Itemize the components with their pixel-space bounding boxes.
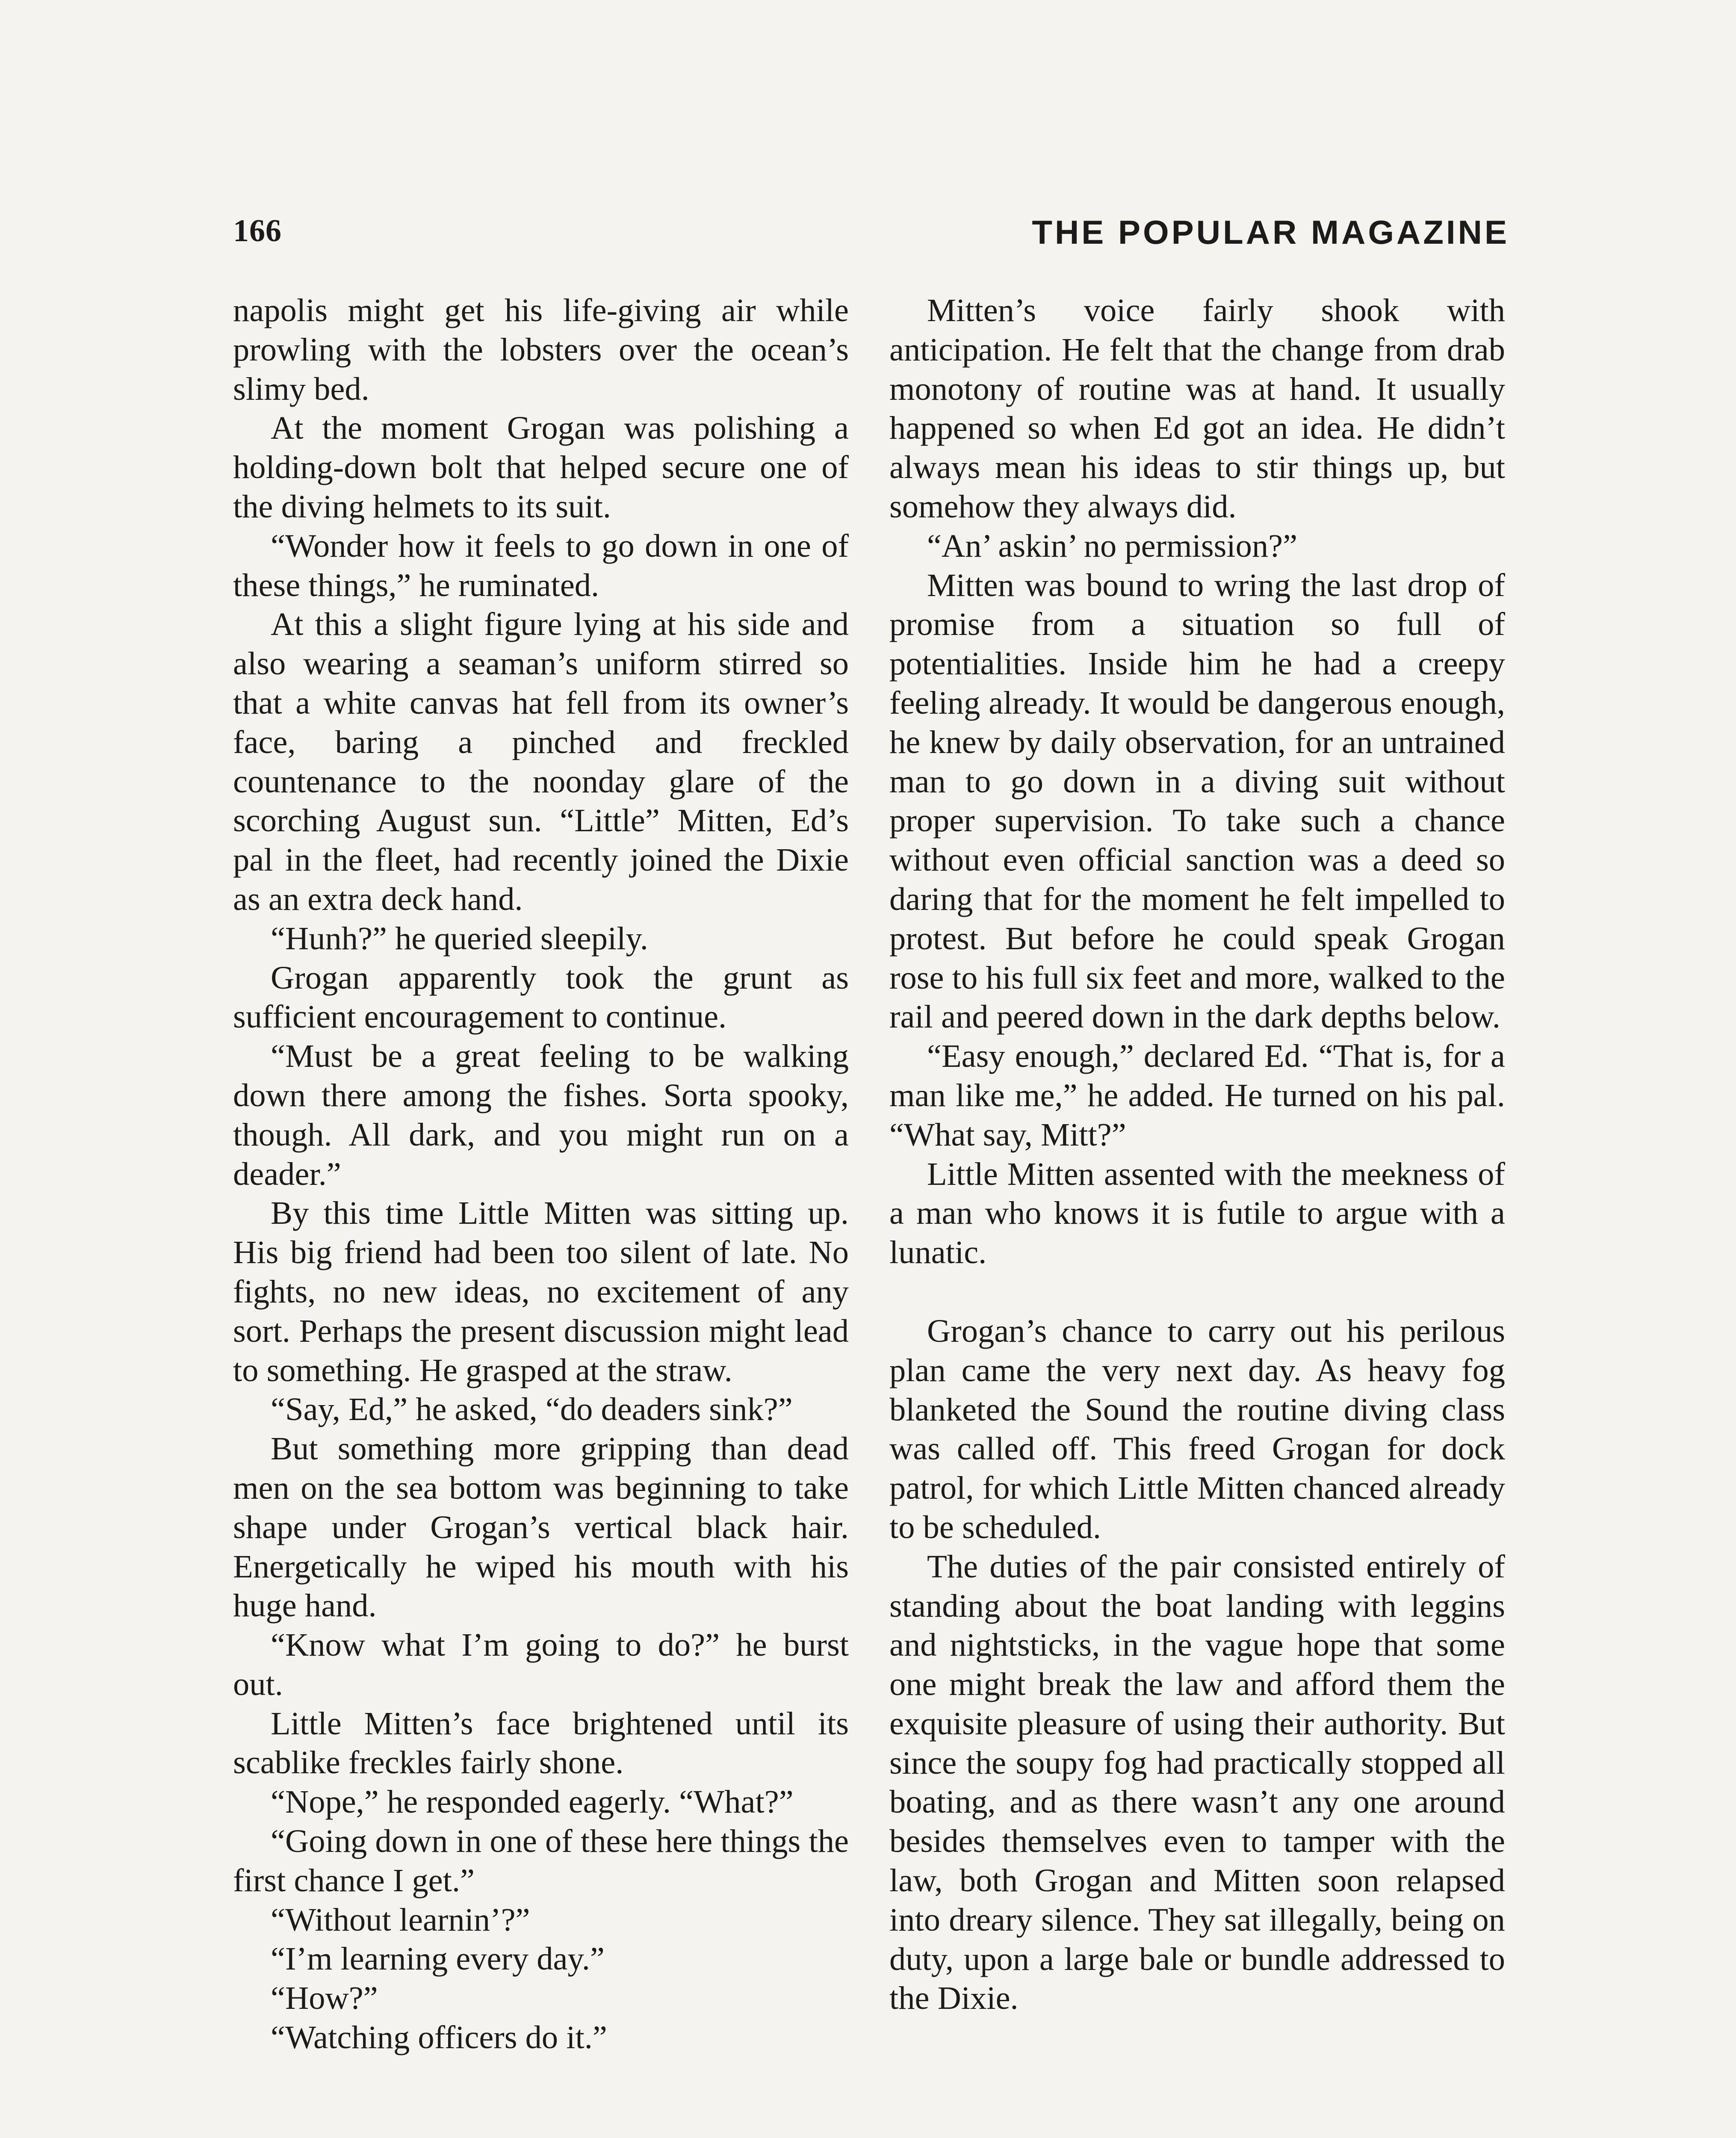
paragraph: Mitten was bound to wring the last drop of promise from a situation so full of potentialities. Inside him he had a creepy feeling already. It would be dangerous enough, he knew by daily observation, for an untrained man to go down in a diving suit without proper supervision. To take such a chance without even official sanction was a deed so daring that for the moment he felt impelled to protest. But before he could speak Grogan rose to his full six feet and more, walked to the rail and peered down in the dark depths below. <box>889 567 1505 1035</box>
page-header <box>233 213 1509 260</box>
paragraph: At the moment Grogan was polishing a holding-down bolt that helped secure one of the diving helmets to its suit. <box>233 410 849 525</box>
paragraph: napolis might get his life-giving air while prowling with the lobsters over the ocean’s slimy bed. <box>233 292 849 407</box>
paragraph: “Easy enough,” declared Ed. “That is, for a man like me,” he added. He turned on his pal. “What say, Mitt?” <box>889 1038 1505 1153</box>
paragraph: “Going down in one of these here things the first chance I get.” <box>233 1823 849 1899</box>
paragraph: Grogan’s chance to carry out his perilous plan came the very next day. As heavy fog blanketed the Sound the routine diving class was called off. This freed Grogan for dock patrol, for which Little Mitten chanced already to be scheduled. <box>889 1312 1505 1545</box>
paragraph: “Must be a great feeling to be walking down there among the fishes. Sorta spooky, though. All dark, and you might run on a deader.” <box>233 1038 849 1192</box>
paragraph: But something more gripping than dead men on the sea bottom was beginning to take shape under Grogan’s vertical black hair. Energetically he wiped his mouth with his huge hand. <box>233 1430 849 1624</box>
paragraph: “Wonder how it feels to go down in one of these things,” he ruminated. <box>233 527 849 603</box>
left-column <box>233 291 849 2057</box>
paragraph: Mitten’s voice fairly shook with anticipation. He felt that the change from drab monotony of routine was at hand. It usually happened so when Ed got an idea. He didn’t always mean his ideas to stir things up, but somehow they always did. <box>889 292 1505 525</box>
paragraph: At this a slight figure lying at his side and also wearing a seaman’s uniform stirred so that a white canvas hat fell from its owner’s face, baring a pinched and freckled countenance to the noonday glare of the scorching August sun. “Little” Mitten, Ed’s pal in the fleet, had recently joined the Dixie as an extra deck hand. <box>233 606 849 917</box>
paragraph: Little Mitten assented with the meekness of a man who knows it is futile to argue with a lunatic. <box>889 1155 1505 1271</box>
paragraph: Little Mitten’s face brightened until its scablike freckles fairly shone. <box>233 1705 849 1781</box>
paragraph: “Watching officers do it.” <box>271 2019 607 2056</box>
paragraph: “Know what I’m going to do?” he burst out. <box>233 1627 849 1702</box>
section-break <box>889 1272 1505 1311</box>
magazine-title: THE POPULAR MAGAZINE <box>1032 213 1509 251</box>
paragraph: “Nope,” he responded eagerly. “What?” <box>271 1784 794 1820</box>
paragraph: “Say, Ed,” he asked, “do deaders sink?” <box>271 1391 793 1428</box>
paragraph: “How?” <box>271 1980 378 2017</box>
paragraph: By this time Little Mitten was sitting up. His big friend had been too silent of late. No fights, no new ideas, no excitement of any sort. Perhaps the present discussion might lead to something. He grasped at the straw. <box>233 1195 849 1388</box>
right-column <box>889 291 1505 2018</box>
page-number: 166 <box>233 213 282 248</box>
paragraph: Grogan apparently took the grunt as sufficient encouragement to continue. <box>233 959 849 1035</box>
paragraph: “Hunh?” he queried sleepily. <box>271 920 648 957</box>
paragraph: The duties of the pair consisted entirely of standing about the boat landing with leggins and nightsticks, in the vague hope that some one might break the law and afford them the exquisite pleasure of using their authority. But since the soupy fog had practically stopped all boating, and as there wasn’t any one around besides themselves even to tamper with the law, both Grogan and Mitten soon relapsed into dreary silence. They sat illegally, being on duty, upon a large bale or bundle addressed to the Dixie. <box>889 1548 1505 2017</box>
paragraph: “I’m learning every day.” <box>271 1940 605 1977</box>
paragraph: “An’ askin’ no permission?” <box>927 527 1298 564</box>
paragraph: “Without learnin’?” <box>271 1901 530 1938</box>
